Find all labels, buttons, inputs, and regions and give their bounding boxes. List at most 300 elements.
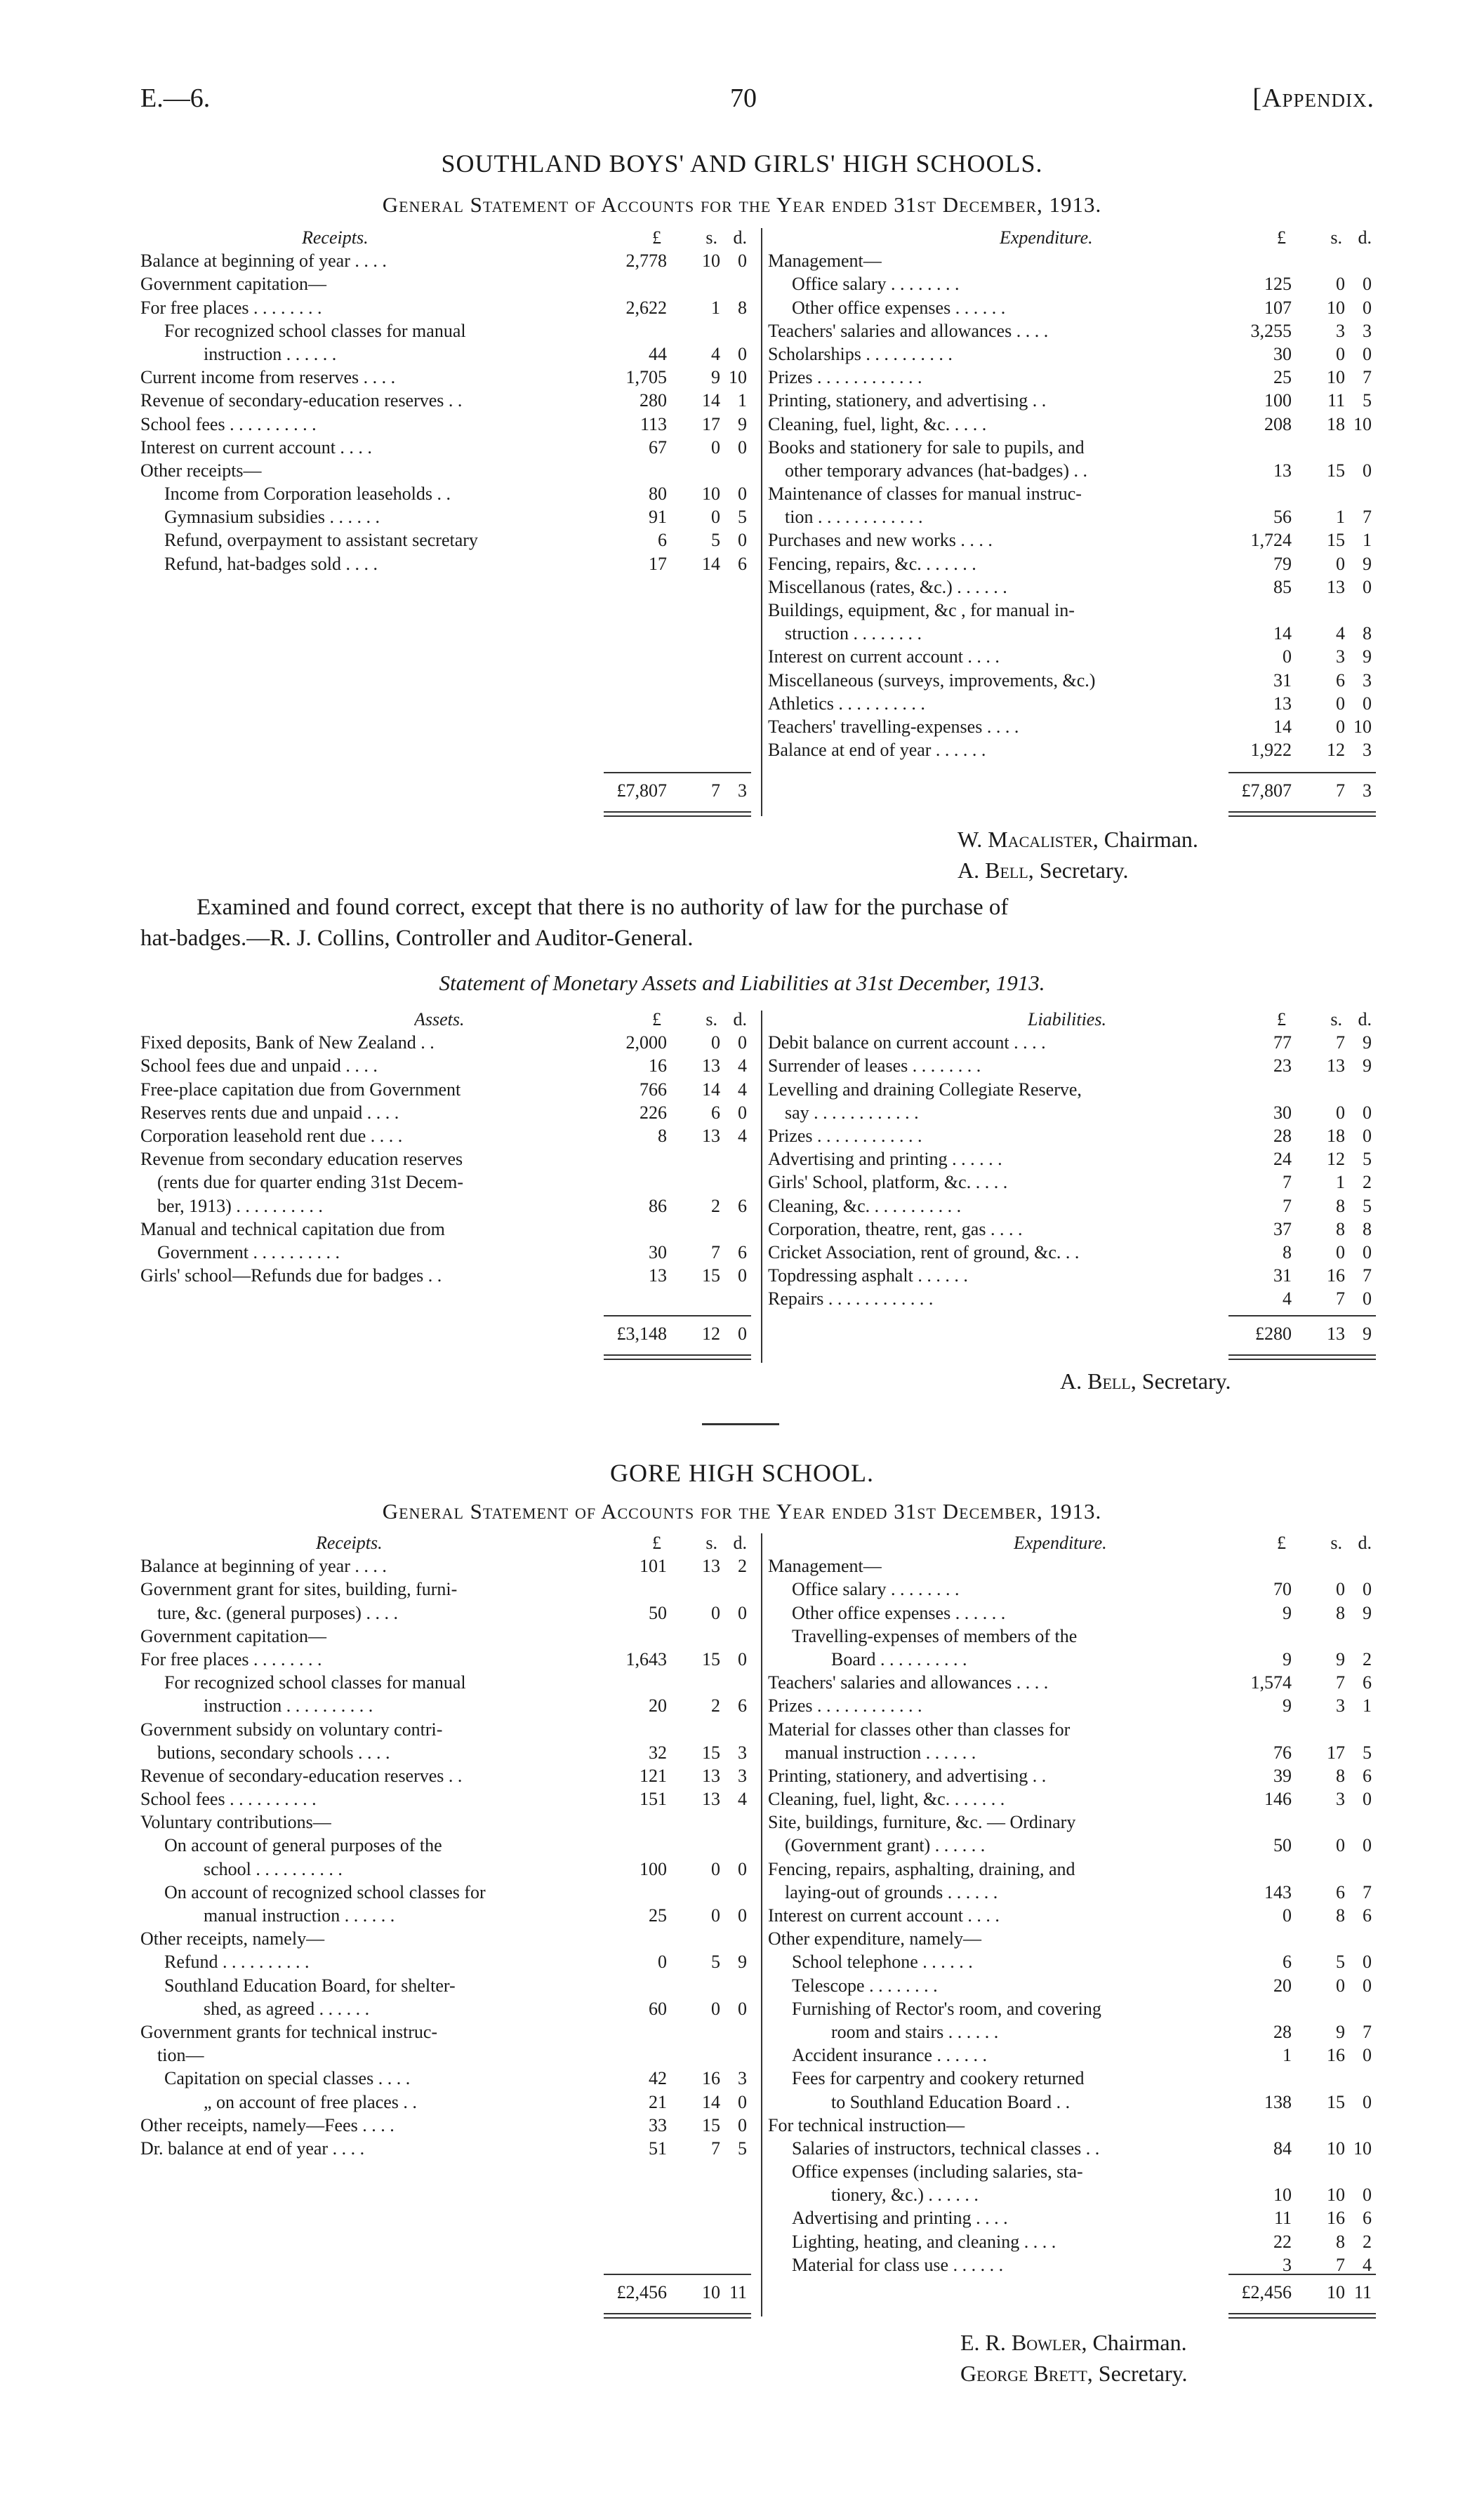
pence-value: 6 — [738, 553, 747, 574]
ledger-item-label: Other receipts— — [140, 460, 262, 481]
gore-secretary-signature — [960, 2361, 1188, 2387]
pounds-heading: £ — [652, 1533, 661, 1553]
ledger-item-label: Government subsidy on voluntary contri- — [140, 1719, 443, 1740]
pounds-value: 8 — [1283, 1241, 1292, 1262]
pounds-heading: £ — [1277, 227, 1286, 248]
pence-heading: d. — [1358, 1533, 1372, 1553]
ledger-item-label: Lighting, heating, and cleaning . . . . — [792, 2231, 1056, 2252]
pence-value: 7 — [1363, 367, 1372, 388]
ledger-row — [768, 1648, 1376, 1671]
pounds-value: 51 — [649, 2138, 667, 2159]
pence-value: 0 — [1363, 1952, 1372, 1973]
ledger-item-label: Office salary . . . . . . . . — [792, 274, 960, 295]
pence-heading: d. — [733, 1533, 747, 1553]
ledger-row — [768, 2183, 1376, 2206]
ledger-item-label: Girls' School, platform, &c. . . . . — [768, 1172, 1008, 1193]
shillings-value: 16 — [1327, 1265, 1345, 1286]
ledger-row — [768, 1927, 1376, 1950]
pounds-value: 10 — [1273, 2185, 1292, 2206]
ledger-item-label: Government capitation— — [140, 274, 326, 295]
ledger-item-label: room and stairs . . . . . . — [831, 2021, 999, 2042]
ledger-row — [768, 692, 1376, 715]
page-number: 70 — [730, 84, 757, 113]
ledger-item-label: Board . . . . . . . . . . — [831, 1648, 967, 1669]
pounds-value: 100 — [1264, 390, 1292, 411]
ledger-row — [768, 1741, 1376, 1764]
shillings-value: 1 — [1336, 1172, 1345, 1193]
ledger-row — [140, 296, 751, 319]
liabilities-total — [768, 1322, 1376, 1345]
pounds-value: 1,574 — [1250, 1672, 1292, 1693]
ledger-row — [768, 1218, 1376, 1241]
southland-receipts-table — [140, 226, 751, 575]
ledger-row — [768, 459, 1376, 482]
total-pence: 0 — [738, 1324, 747, 1344]
shillings-value: 12 — [1327, 1149, 1345, 1170]
pence-value: 8 — [738, 297, 747, 318]
total-pence: 11 — [729, 2282, 747, 2302]
pence-value: 0 — [1363, 1975, 1372, 1996]
ledger-item-label: Teachers' travelling-expenses . . . . — [768, 716, 1019, 737]
shillings-value: 7 — [711, 1241, 720, 1262]
shillings-value: 13 — [702, 1556, 720, 1577]
shillings-value: 18 — [1327, 413, 1345, 434]
column-header-row — [768, 1531, 1376, 1554]
shillings-value: 16 — [702, 2068, 720, 2089]
ledger-row — [768, 1671, 1376, 1694]
total-pence: 11 — [1353, 2282, 1372, 2302]
ledger-item-label: For recognized school classes for manual — [164, 320, 466, 341]
pence-value: 0 — [738, 1648, 747, 1669]
shillings-value: 9 — [1336, 1648, 1345, 1669]
ledger-item-label: Miscellaneous (surveys, improvements, &c.) — [768, 669, 1096, 691]
pence-value: 0 — [738, 1905, 747, 1926]
ledger-row — [768, 669, 1376, 692]
column-heading: Expenditure. — [1014, 1533, 1107, 1553]
ledger-item-label: other temporary advances (hat-badges) . . — [785, 460, 1087, 481]
shillings-value: 13 — [702, 1055, 720, 1076]
ledger-row — [140, 1264, 751, 1287]
ledger-row — [140, 1694, 751, 1717]
pounds-value: 113 — [640, 413, 667, 434]
pounds-value: 4 — [1283, 1288, 1292, 1309]
ledger-row — [140, 459, 751, 482]
pence-heading: d. — [1358, 227, 1372, 248]
southland-chairman-signature — [958, 827, 1198, 853]
gore-chairman-signature — [960, 2330, 1187, 2356]
shillings-value: 10 — [1327, 367, 1345, 388]
ledger-item-label: Books and stationery for sale to pupils, and — [768, 436, 1085, 458]
pence-value: 0 — [738, 1102, 747, 1123]
pence-value: 4 — [738, 1055, 747, 1076]
rule — [604, 1359, 751, 1360]
ledger-row — [140, 366, 751, 389]
pounds-value: 30 — [1273, 1102, 1292, 1123]
shillings-value: 4 — [1336, 623, 1345, 644]
shillings-value: 15 — [702, 1648, 720, 1669]
ledger-item-label: Accident insurance . . . . . . — [792, 2045, 987, 2066]
ledger-item-label: instruction . . . . . . . . . . — [204, 1695, 373, 1716]
pence-value: 9 — [1363, 1055, 1372, 1076]
ledger-row — [140, 528, 751, 552]
assets-column-divider — [761, 1011, 762, 1363]
shillings-value: 3 — [1336, 646, 1345, 667]
ledger-item-label: Fencing, repairs, &c. . . . . . . — [768, 553, 976, 574]
pence-value: 8 — [1363, 623, 1372, 644]
ledger-row — [768, 366, 1376, 389]
ledger-row — [768, 1578, 1376, 1601]
shillings-value: 0 — [1336, 1835, 1345, 1856]
pence-value: 0 — [738, 2091, 747, 2112]
ledger-row — [140, 1834, 751, 1857]
auditor-note-line-2: hat-badges.—R. J. Collins, Controller and Auditor-General. — [140, 926, 694, 951]
ledger-item-label: Refund, hat-badges sold . . . . — [164, 553, 378, 574]
pounds-value: 2,000 — [625, 1032, 667, 1053]
shillings-value: 0 — [1336, 553, 1345, 574]
pounds-value: 39 — [1273, 1765, 1292, 1786]
shillings-value: 0 — [1336, 343, 1345, 364]
ledger-row — [768, 1601, 1376, 1625]
pence-value: 5 — [1363, 1149, 1372, 1170]
pounds-value: 56 — [1273, 507, 1292, 528]
shillings-value: 5 — [1336, 1952, 1345, 1973]
pounds-value: 1,922 — [1250, 740, 1292, 761]
pence-value: 0 — [1363, 1102, 1372, 1123]
ledger-row — [768, 738, 1376, 761]
pence-value: 7 — [1363, 1265, 1372, 1286]
shillings-value: 3 — [1336, 320, 1345, 341]
ledger-item-label: laying-out of grounds . . . . . . — [785, 1881, 998, 1902]
shillings-value: 0 — [711, 1858, 720, 1879]
total-pounds: £3,148 — [616, 1324, 667, 1344]
ledger-row — [768, 1078, 1376, 1101]
pence-value: 8 — [1363, 1218, 1372, 1239]
shillings-value: 0 — [711, 1905, 720, 1926]
column-header-row — [140, 226, 751, 249]
pounds-value: 6 — [1283, 1952, 1292, 1973]
pounds-value: 50 — [649, 1602, 667, 1623]
ledger-item-label: On account of recognized school classes for — [164, 1881, 486, 1902]
ledger-item-label: Balance at beginning of year . . . . — [140, 1556, 387, 1577]
ledger-row — [140, 2137, 751, 2160]
total-shillings: 10 — [1327, 2282, 1345, 2302]
pounds-value: 60 — [649, 1998, 667, 2019]
ledger-item-label: Management— — [768, 251, 882, 272]
ledger-item-label: Cleaning, fuel, light, &c. . . . . — [768, 413, 987, 434]
shillings-value: 16 — [1327, 2208, 1345, 2229]
ledger-item-label: Advertising and printing . . . . — [792, 2208, 1008, 2229]
pounds-value: 31 — [1273, 1265, 1292, 1286]
ledger-item-label: Surrender of leases . . . . . . . . — [768, 1055, 981, 1076]
pounds-value: 14 — [1273, 623, 1292, 644]
ledger-item-label: Manual and technical capitation due from — [140, 1218, 445, 1239]
southland-receipts-total — [140, 779, 751, 802]
pence-value: 4 — [738, 1789, 747, 1810]
rule — [1228, 811, 1376, 813]
ledger-row — [140, 1811, 751, 1834]
pence-value: 0 — [738, 530, 747, 551]
ledger-item-label: Income from Corporation leaseholds . . — [164, 484, 451, 505]
pence-value: 0 — [1363, 1789, 1372, 1810]
pounds-value: 0 — [1283, 646, 1292, 667]
shillings-value: 0 — [711, 1602, 720, 1623]
ledger-item-label: Cleaning, &c. . . . . . . . . . . — [768, 1195, 962, 1216]
shillings-value: 14 — [702, 1079, 720, 1100]
shillings-heading: s. — [1330, 1533, 1342, 1553]
shillings-value: 0 — [711, 507, 720, 528]
ledger-row — [768, 1241, 1376, 1264]
gore-subtitle: General Statement of Accounts for the Year ended 31st December, 1913. — [382, 1499, 1102, 1524]
column-heading: Expenditure. — [1000, 227, 1093, 248]
rule — [1228, 2317, 1376, 2319]
pounds-value: 91 — [649, 507, 667, 528]
pence-value: 0 — [1363, 274, 1372, 295]
shillings-value: 10 — [1327, 2185, 1345, 2206]
ledger-item-label: Revenue of secondary-education reserves . . — [140, 390, 463, 411]
gore-title: GORE HIGH SCHOOL. — [610, 1459, 874, 1487]
ledger-item-label: butions, secondary schools . . . . — [157, 1742, 390, 1763]
ledger-row — [140, 2044, 751, 2067]
ledger-row — [140, 249, 751, 272]
pounds-value: 2,778 — [625, 251, 667, 272]
ledger-item-label: Other expenditure, namely— — [768, 1928, 981, 1949]
shillings-value: 2 — [711, 1195, 720, 1216]
ledger-item-label: „ on account of free places . . — [204, 2091, 417, 2112]
ledger-row — [768, 575, 1376, 599]
ledger-row — [768, 2160, 1376, 2183]
pence-heading: d. — [733, 1009, 747, 1029]
pounds-value: 280 — [640, 390, 667, 411]
pence-value: 3 — [738, 1765, 747, 1786]
pence-value: 2 — [1363, 2231, 1372, 2252]
assets-secretary-signature — [1060, 1368, 1231, 1394]
ledger-item-label: Voluntary contributions— — [140, 1812, 331, 1833]
pence-value: 5 — [1363, 1195, 1372, 1216]
ledger-item-label: Printing, stationery, and advertising . . — [768, 390, 1047, 411]
pounds-value: 7 — [1283, 1195, 1292, 1216]
shillings-value: 8 — [1336, 1765, 1345, 1786]
ledger-row — [140, 1741, 751, 1764]
ledger-item-label: Prizes . . . . . . . . . . . . — [768, 367, 922, 388]
ledger-row — [768, 1054, 1376, 1077]
ledger-item-label: School fees . . . . . . . . . . — [140, 413, 317, 434]
pounds-heading: £ — [1277, 1533, 1286, 1553]
ledger-item-label: to Southland Education Board . . — [831, 2091, 1071, 2112]
pounds-heading: £ — [652, 227, 661, 248]
ledger-item-label: Government capitation— — [140, 1625, 326, 1646]
shillings-value: 15 — [1327, 530, 1345, 551]
ledger-row — [140, 342, 751, 366]
ledger-item-label: Buildings, equipment, &c , for manual in- — [768, 600, 1075, 620]
pence-value: 6 — [1363, 1905, 1372, 1926]
shillings-value: 1 — [1336, 507, 1345, 528]
pence-value: 9 — [1363, 553, 1372, 574]
ledger-item-label: Girls' school—Refunds due for badges . . — [140, 1265, 442, 1286]
shillings-value: 10 — [702, 484, 720, 505]
ledger-item-label: Refund, overpayment to assistant secretary — [164, 530, 478, 551]
column-heading: Receipts. — [302, 227, 369, 248]
ledger-row — [768, 413, 1376, 436]
pence-value: 0 — [1363, 1288, 1372, 1309]
page-section: [Appendix. — [1252, 84, 1374, 113]
pounds-value: 208 — [1264, 413, 1292, 434]
ledger-row — [768, 1287, 1376, 1310]
ledger-item-label: Debit balance on current account . . . . — [768, 1032, 1046, 1053]
signatory-role: Secretary. — [1039, 858, 1129, 883]
ledger-item-label: tionery, &c.) . . . . . . — [831, 2185, 979, 2206]
liabilities-total-rule — [1228, 1315, 1376, 1316]
pence-value: 9 — [1363, 1602, 1372, 1623]
ledger-row — [140, 1241, 751, 1264]
total-pence: 3 — [1363, 780, 1372, 801]
pounds-value: 125 — [1264, 274, 1292, 295]
pounds-heading: £ — [652, 1009, 661, 1029]
gore-expenditure-total — [768, 2281, 1376, 2304]
ledger-item-label: Furnishing of Rector's room, and covering — [792, 1998, 1101, 2019]
ledger-row — [768, 2206, 1376, 2229]
shillings-heading: s. — [1330, 227, 1342, 248]
shillings-value: 8 — [1336, 1602, 1345, 1623]
shillings-value: 9 — [711, 367, 720, 388]
ledger-row — [768, 622, 1376, 645]
gore-receipts-total-rule — [604, 2274, 751, 2275]
ledger-item-label: Fixed deposits, Bank of New Zealand . . — [140, 1032, 435, 1053]
ledger-row — [768, 1904, 1376, 1927]
ledger-item-label: Material for classes other than classes for — [768, 1719, 1071, 1740]
signatory-name: W. Macalister, — [958, 827, 1099, 852]
shillings-value: 13 — [702, 1125, 720, 1146]
ledger-item-label: Corporation, theatre, rent, gas . . . . — [768, 1218, 1023, 1239]
pounds-value: 21 — [649, 2091, 667, 2112]
shillings-value: 0 — [711, 1032, 720, 1053]
pounds-value: 30 — [649, 1241, 667, 1262]
column-header-row — [768, 226, 1376, 249]
pounds-value: 42 — [649, 2068, 667, 2089]
southland-expenditure-total — [768, 779, 1376, 802]
shillings-value: 1 — [711, 297, 720, 318]
pounds-value: 17 — [649, 553, 667, 574]
ledger-item-label: School fees . . . . . . . . . . — [140, 1789, 317, 1810]
pence-value: 2 — [738, 1556, 747, 1577]
pounds-value: 9 — [1283, 1602, 1292, 1623]
shillings-value: 3 — [1336, 1789, 1345, 1810]
ledger-row — [768, 1950, 1376, 1973]
pounds-value: 3 — [1283, 2254, 1292, 2275]
ledger-row — [768, 249, 1376, 272]
total-pounds: £2,456 — [1241, 2282, 1292, 2302]
total-shillings: 7 — [1336, 780, 1345, 801]
ledger-row — [768, 1764, 1376, 1787]
ledger-item-label: Telescope . . . . . . . . — [792, 1975, 938, 1996]
pence-value: 7 — [1363, 1881, 1372, 1902]
pounds-value: 31 — [1273, 669, 1292, 691]
ledger-item-label: Interest on current account . . . . — [140, 436, 372, 458]
ledger-row — [140, 2114, 751, 2137]
ledger-item-label: Balance at beginning of year . . . . — [140, 251, 387, 272]
ledger-item-label: Travelling-expenses of members of the — [792, 1625, 1078, 1646]
signatory-role: Chairman. — [1104, 827, 1198, 852]
ledger-item-label: Current income from reserves . . . . — [140, 367, 396, 388]
pounds-value: 121 — [640, 1765, 667, 1786]
ledger-item-label: Revenue of secondary-education reserves . . — [140, 1765, 463, 1786]
ledger-item-label: Capitation on special classes . . . . — [164, 2068, 411, 2089]
liabilities-table — [768, 1008, 1376, 1310]
shillings-value: 16 — [1327, 2045, 1345, 2066]
pence-value: 0 — [1363, 1241, 1372, 1262]
signatory-role: Chairman. — [1092, 2330, 1187, 2355]
shillings-value: 7 — [1336, 2254, 1345, 2275]
pence-value: 1 — [1363, 530, 1372, 551]
pounds-value: 1,643 — [625, 1648, 667, 1669]
shillings-value: 10 — [702, 251, 720, 272]
ledger-item-label: Prizes . . . . . . . . . . . . — [768, 1695, 922, 1716]
ledger-item-label: Dr. balance at end of year . . . . — [140, 2138, 365, 2159]
shillings-value: 0 — [711, 1998, 720, 2019]
ledger-item-label: Interest on current account . . . . — [768, 1905, 1000, 1926]
pence-value: 0 — [738, 1265, 747, 1286]
ledger-item-label: For recognized school classes for manual — [164, 1672, 466, 1693]
shillings-value: 8 — [1336, 1218, 1345, 1239]
pounds-value: 24 — [1273, 1149, 1292, 1170]
shillings-value: 4 — [711, 343, 720, 364]
ledger-row — [140, 1194, 751, 1218]
rule — [1228, 1359, 1376, 1360]
ledger-row — [768, 1881, 1376, 1904]
ledger-item-label: Prizes . . . . . . . . . . . . — [768, 1125, 922, 1146]
ledger-item-label: Material for class use . . . . . . — [792, 2254, 1004, 2275]
ledger-row — [768, 2114, 1376, 2137]
pounds-value: 22 — [1273, 2231, 1292, 2252]
ledger-item-label: instruction . . . . . . — [204, 343, 337, 364]
pence-value: 0 — [1363, 343, 1372, 364]
ledger-row — [140, 1554, 751, 1578]
pounds-value: 70 — [1273, 1579, 1292, 1600]
ledger-row — [768, 1694, 1376, 1717]
ledger-row — [768, 1974, 1376, 1997]
pounds-value: 84 — [1273, 2138, 1292, 2159]
ledger-row — [140, 505, 751, 528]
ledger-item-label: School fees due and unpaid . . . . — [140, 1055, 378, 1076]
ledger-row — [140, 1764, 751, 1787]
signatory-name: George Brett, — [960, 2361, 1093, 2386]
ledger-row — [140, 1578, 751, 1601]
pounds-value: 32 — [649, 1742, 667, 1763]
ledger-item-label: Office salary . . . . . . . . — [792, 1579, 960, 1600]
pence-value: 6 — [738, 1241, 747, 1262]
pence-value: 0 — [1363, 1835, 1372, 1856]
ledger-row — [140, 2020, 751, 2044]
ledger-row — [140, 1601, 751, 1625]
pounds-value: 50 — [1273, 1835, 1292, 1856]
ledger-row — [768, 645, 1376, 668]
ledger-item-label: Scholarships . . . . . . . . . . — [768, 343, 953, 364]
ledger-row — [768, 2230, 1376, 2253]
pence-value: 9 — [1363, 646, 1372, 667]
ledger-item-label: Other office expenses . . . . . . — [792, 1602, 1006, 1623]
ledger-row — [140, 1648, 751, 1671]
shillings-heading: s. — [1330, 1009, 1342, 1029]
pence-value: 0 — [738, 2114, 747, 2135]
pence-value: 3 — [1363, 669, 1372, 691]
pounds-value: 1,705 — [625, 367, 667, 388]
ledger-item-label: Refund . . . . . . . . . . — [164, 1952, 310, 1973]
pence-heading: d. — [733, 227, 747, 248]
signatory-role: Secretary. — [1098, 2361, 1188, 2386]
ledger-item-label: tion— — [157, 2045, 204, 2066]
shillings-value: 13 — [702, 1789, 720, 1810]
ledger-row — [140, 1171, 751, 1194]
pence-value: 10 — [729, 367, 747, 388]
